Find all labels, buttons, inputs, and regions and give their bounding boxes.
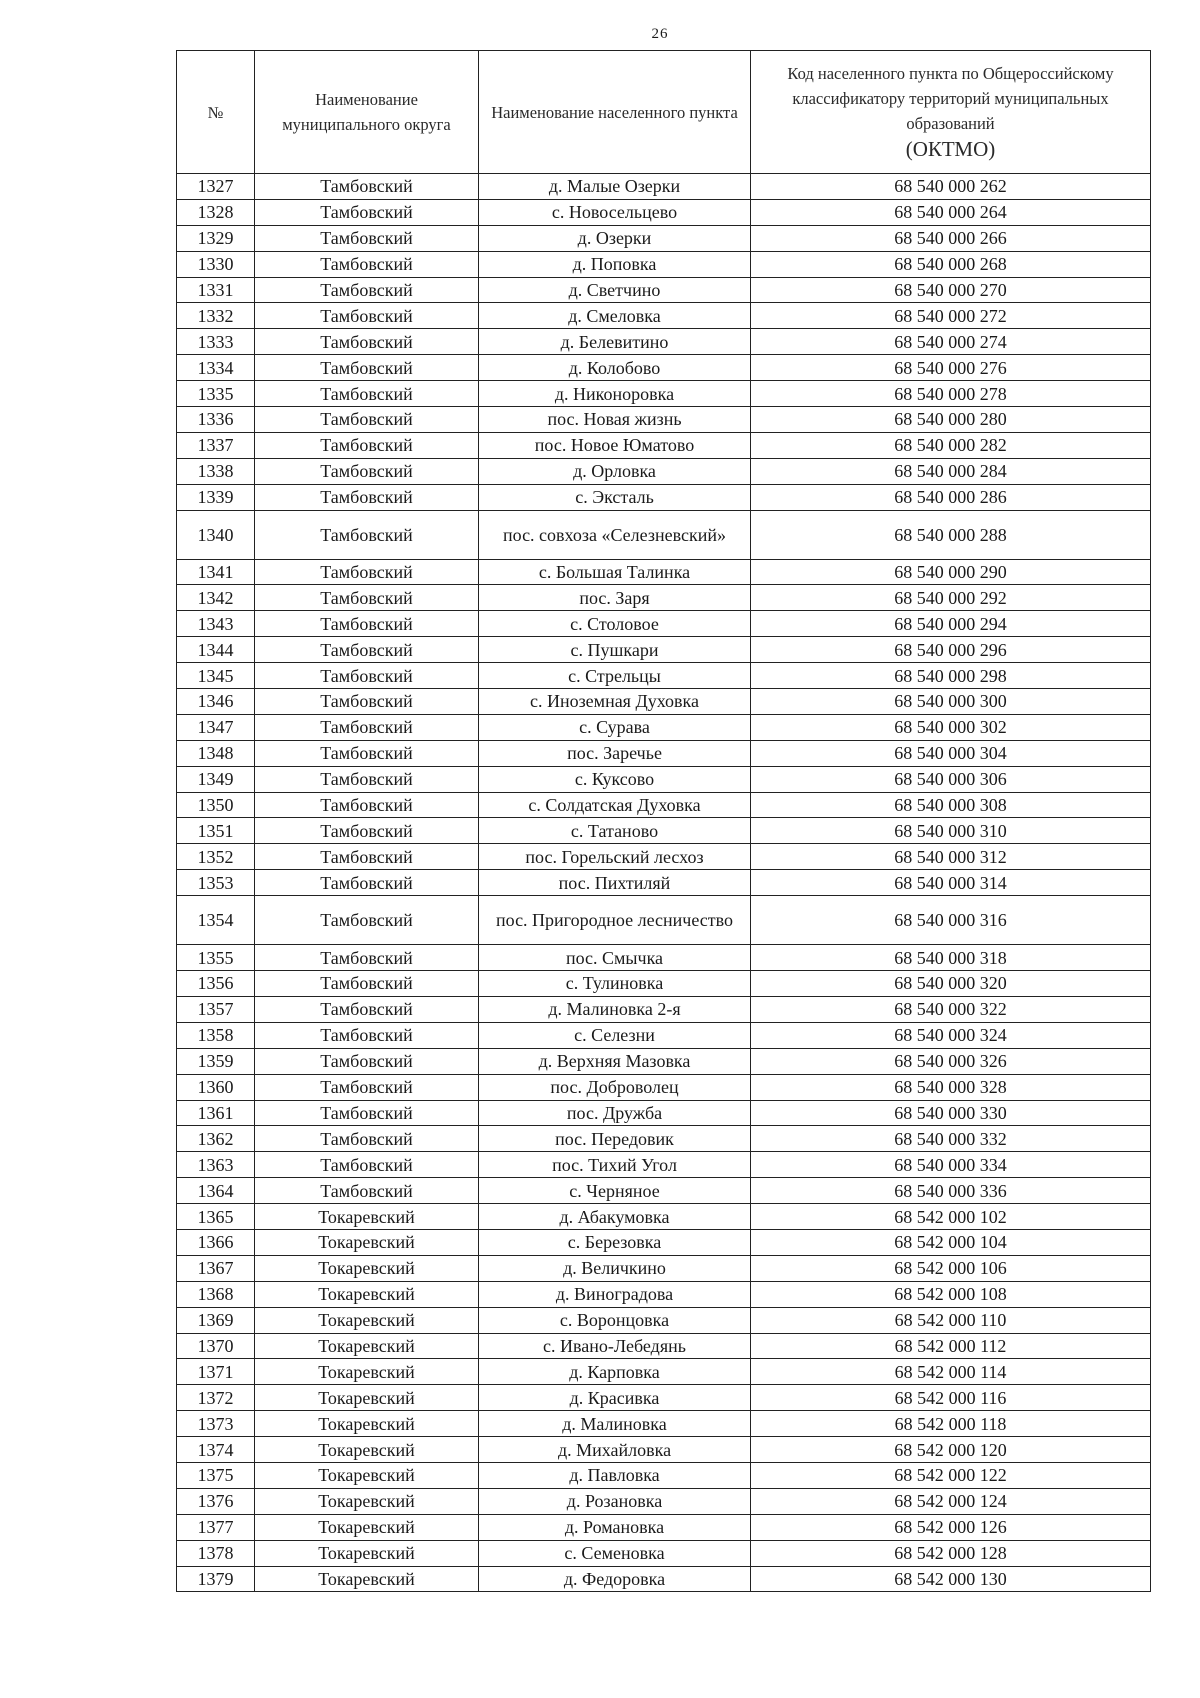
table-row [177, 303, 1151, 329]
page-number: 26 [651, 26, 669, 42]
row-number: 1351 [177, 818, 255, 844]
row-settlement: д. Михайловка [479, 1437, 751, 1463]
table-row [177, 381, 1151, 407]
table-row [177, 611, 1151, 637]
row-code: 68 540 000 294 [751, 611, 1151, 637]
row-district: Токаревский [255, 1229, 479, 1255]
row-code: 68 542 000 112 [751, 1333, 1151, 1359]
row-settlement: пос. Смычка [479, 945, 751, 971]
row-code: 68 540 000 326 [751, 1048, 1151, 1074]
row-code: 68 540 000 282 [751, 432, 1151, 458]
row-settlement: с. Воронцовка [479, 1307, 751, 1333]
row-number: 1342 [177, 585, 255, 611]
row-code: 68 540 000 318 [751, 945, 1151, 971]
table-row [177, 1204, 1151, 1230]
row-number: 1353 [177, 870, 255, 896]
table-row [177, 199, 1151, 225]
row-code: 68 540 000 306 [751, 766, 1151, 792]
row-district: Тамбовский [255, 1074, 479, 1100]
row-settlement: пос. Новое Юматово [479, 432, 751, 458]
row-number: 1371 [177, 1359, 255, 1385]
oktmo-table [176, 50, 1151, 1592]
row-code: 68 540 000 332 [751, 1126, 1151, 1152]
row-settlement: с. Пушкари [479, 637, 751, 663]
row-number: 1369 [177, 1307, 255, 1333]
table-row [177, 971, 1151, 997]
row-settlement: с. Солдатская Духовка [479, 792, 751, 818]
row-number: 1346 [177, 689, 255, 715]
header-settlement: Наименование населенного пункта [479, 51, 751, 174]
table-row [177, 1333, 1151, 1359]
row-code: 68 540 000 300 [751, 689, 1151, 715]
row-settlement: с. Куксово [479, 766, 751, 792]
row-settlement: д. Федоровка [479, 1566, 751, 1592]
row-settlement: д. Смеловка [479, 303, 751, 329]
row-district: Тамбовский [255, 896, 479, 945]
row-district: Токаревский [255, 1488, 479, 1514]
row-district: Тамбовский [255, 1126, 479, 1152]
row-number: 1362 [177, 1126, 255, 1152]
table-row [177, 1178, 1151, 1204]
row-number: 1332 [177, 303, 255, 329]
row-code: 68 542 000 124 [751, 1488, 1151, 1514]
row-number: 1334 [177, 355, 255, 381]
table-row [177, 1229, 1151, 1255]
row-code: 68 540 000 302 [751, 714, 1151, 740]
row-district: Токаревский [255, 1540, 479, 1566]
table-header-row [177, 51, 1151, 174]
row-number: 1347 [177, 714, 255, 740]
row-code: 68 540 000 310 [751, 818, 1151, 844]
row-settlement: д. Озерки [479, 225, 751, 251]
row-settlement: д. Никоноровка [479, 381, 751, 407]
table-row [177, 585, 1151, 611]
row-code: 68 542 000 104 [751, 1229, 1151, 1255]
row-number: 1341 [177, 559, 255, 585]
row-district: Тамбовский [255, 611, 479, 637]
row-district: Тамбовский [255, 844, 479, 870]
row-settlement: д. Величкино [479, 1255, 751, 1281]
table-row [177, 1437, 1151, 1463]
table-row [177, 329, 1151, 355]
row-settlement: д. Светчино [479, 277, 751, 303]
row-code: 68 540 000 334 [751, 1152, 1151, 1178]
row-number: 1365 [177, 1204, 255, 1230]
row-settlement: с. Сурава [479, 714, 751, 740]
row-number: 1366 [177, 1229, 255, 1255]
table-row [177, 1411, 1151, 1437]
row-district: Токаревский [255, 1437, 479, 1463]
table-row [177, 996, 1151, 1022]
row-district: Тамбовский [255, 199, 479, 225]
row-number: 1375 [177, 1462, 255, 1488]
row-code: 68 542 000 116 [751, 1385, 1151, 1411]
table-row [177, 1074, 1151, 1100]
row-district: Тамбовский [255, 1178, 479, 1204]
table-row [177, 225, 1151, 251]
row-settlement: с. Тулиновка [479, 971, 751, 997]
table-row [177, 407, 1151, 433]
table-row [177, 1385, 1151, 1411]
row-settlement: д. Колобово [479, 355, 751, 381]
row-code: 68 540 000 290 [751, 559, 1151, 585]
row-code: 68 542 000 102 [751, 1204, 1151, 1230]
row-district: Тамбовский [255, 355, 479, 381]
row-code: 68 540 000 314 [751, 870, 1151, 896]
row-district: Тамбовский [255, 329, 479, 355]
row-code: 68 540 000 278 [751, 381, 1151, 407]
row-number: 1343 [177, 611, 255, 637]
row-district: Тамбовский [255, 484, 479, 510]
row-district: Тамбовский [255, 637, 479, 663]
row-district: Тамбовский [255, 663, 479, 689]
row-district: Тамбовский [255, 740, 479, 766]
table-row [177, 1255, 1151, 1281]
row-code: 68 542 000 120 [751, 1437, 1151, 1463]
row-code: 68 540 000 268 [751, 251, 1151, 277]
table-row [177, 510, 1151, 559]
row-number: 1328 [177, 199, 255, 225]
row-code: 68 540 000 336 [751, 1178, 1151, 1204]
row-district: Тамбовский [255, 225, 479, 251]
table-row [177, 1566, 1151, 1592]
row-number: 1360 [177, 1074, 255, 1100]
row-code: 68 540 000 284 [751, 458, 1151, 484]
row-district: Тамбовский [255, 277, 479, 303]
row-number: 1333 [177, 329, 255, 355]
row-district: Тамбовский [255, 381, 479, 407]
row-code: 68 540 000 322 [751, 996, 1151, 1022]
row-settlement: пос. Пихтиляй [479, 870, 751, 896]
row-settlement: с. Черняное [479, 1178, 751, 1204]
table-row [177, 1281, 1151, 1307]
row-code: 68 540 000 270 [751, 277, 1151, 303]
row-settlement: с. Новосельцево [479, 199, 751, 225]
row-settlement: с. Татаново [479, 818, 751, 844]
row-district: Тамбовский [255, 458, 479, 484]
row-district: Тамбовский [255, 510, 479, 559]
row-district: Тамбовский [255, 870, 479, 896]
row-number: 1370 [177, 1333, 255, 1359]
row-code: 68 540 000 274 [751, 329, 1151, 355]
row-settlement: пос. Тихий Угол [479, 1152, 751, 1178]
table-row [177, 484, 1151, 510]
row-settlement: д. Поповка [479, 251, 751, 277]
row-code: 68 540 000 304 [751, 740, 1151, 766]
row-settlement: д. Орловка [479, 458, 751, 484]
row-settlement: д. Малиновка [479, 1411, 751, 1437]
row-number: 1339 [177, 484, 255, 510]
row-district: Токаревский [255, 1411, 479, 1437]
row-code: 68 542 000 128 [751, 1540, 1151, 1566]
row-code: 68 540 000 320 [751, 971, 1151, 997]
row-settlement: пос. Доброволец [479, 1074, 751, 1100]
row-code: 68 540 000 312 [751, 844, 1151, 870]
row-district: Токаревский [255, 1333, 479, 1359]
row-number: 1354 [177, 896, 255, 945]
row-district: Тамбовский [255, 1152, 479, 1178]
row-district: Тамбовский [255, 714, 479, 740]
row-code: 68 540 000 298 [751, 663, 1151, 689]
table-row [177, 663, 1151, 689]
row-number: 1376 [177, 1488, 255, 1514]
row-number: 1338 [177, 458, 255, 484]
row-settlement: д. Виноградова [479, 1281, 751, 1307]
row-number: 1357 [177, 996, 255, 1022]
row-number: 1356 [177, 971, 255, 997]
row-number: 1348 [177, 740, 255, 766]
row-number: 1361 [177, 1100, 255, 1126]
row-number: 1364 [177, 1178, 255, 1204]
table-row [177, 870, 1151, 896]
row-district: Тамбовский [255, 766, 479, 792]
row-settlement: пос. Заречье [479, 740, 751, 766]
row-number: 1358 [177, 1022, 255, 1048]
row-number: 1327 [177, 174, 255, 200]
table-row [177, 945, 1151, 971]
row-district: Тамбовский [255, 971, 479, 997]
table-row [177, 637, 1151, 663]
table-row [177, 1100, 1151, 1126]
table-row [177, 355, 1151, 381]
row-settlement: д. Карповка [479, 1359, 751, 1385]
header-code-abbr: (ОКТМО) [905, 137, 996, 161]
row-settlement: д. Романовка [479, 1514, 751, 1540]
row-settlement: с. Большая Талинка [479, 559, 751, 585]
row-settlement: д. Белевитино [479, 329, 751, 355]
row-code: 68 540 000 316 [751, 896, 1151, 945]
row-district: Тамбовский [255, 1022, 479, 1048]
row-settlement: пос. Горельский лесхоз [479, 844, 751, 870]
row-number: 1331 [177, 277, 255, 303]
row-district: Тамбовский [255, 251, 479, 277]
row-district: Тамбовский [255, 559, 479, 585]
row-settlement: с. Березовка [479, 1229, 751, 1255]
table-row [177, 1359, 1151, 1385]
row-district: Тамбовский [255, 174, 479, 200]
row-district: Токаревский [255, 1514, 479, 1540]
row-settlement: пос. Новая жизнь [479, 407, 751, 433]
row-settlement: д. Верхняя Мазовка [479, 1048, 751, 1074]
row-district: Токаревский [255, 1359, 479, 1385]
row-district: Токаревский [255, 1281, 479, 1307]
row-district: Тамбовский [255, 818, 479, 844]
table-row [177, 740, 1151, 766]
row-district: Тамбовский [255, 1048, 479, 1074]
header-district: Наименование муниципального округа [255, 51, 479, 174]
row-code: 68 542 000 118 [751, 1411, 1151, 1437]
row-number: 1367 [177, 1255, 255, 1281]
row-settlement: д. Красивка [479, 1385, 751, 1411]
table-row [177, 251, 1151, 277]
row-code: 68 540 000 266 [751, 225, 1151, 251]
row-district: Тамбовский [255, 585, 479, 611]
row-code: 68 540 000 262 [751, 174, 1151, 200]
table-body [177, 174, 1151, 1592]
row-code: 68 540 000 272 [751, 303, 1151, 329]
table-row [177, 458, 1151, 484]
table-row [177, 896, 1151, 945]
row-number: 1378 [177, 1540, 255, 1566]
table-row [177, 1126, 1151, 1152]
row-district: Токаревский [255, 1462, 479, 1488]
row-district: Токаревский [255, 1204, 479, 1230]
table-row [177, 432, 1151, 458]
row-number: 1337 [177, 432, 255, 458]
row-district: Тамбовский [255, 407, 479, 433]
row-settlement: с. Селезни [479, 1022, 751, 1048]
header-code [751, 51, 1151, 174]
header-code-text: Код населенного пункта по Общероссийскому классификатору территорий муниципальных образований [787, 64, 1114, 133]
table-row [177, 277, 1151, 303]
row-settlement: д. Абакумовка [479, 1204, 751, 1230]
row-number: 1352 [177, 844, 255, 870]
row-code: 68 540 000 292 [751, 585, 1151, 611]
row-settlement: д. Розановка [479, 1488, 751, 1514]
row-code: 68 540 000 286 [751, 484, 1151, 510]
row-number: 1344 [177, 637, 255, 663]
table-row [177, 766, 1151, 792]
row-district: Тамбовский [255, 689, 479, 715]
row-number: 1340 [177, 510, 255, 559]
table-row [177, 792, 1151, 818]
table-row [177, 689, 1151, 715]
table-row [177, 818, 1151, 844]
row-settlement: с. Семеновка [479, 1540, 751, 1566]
row-number: 1349 [177, 766, 255, 792]
row-settlement: пос. Пригородное лесничество [479, 896, 751, 945]
table-row [177, 1514, 1151, 1540]
row-number: 1355 [177, 945, 255, 971]
row-settlement: с. Столовое [479, 611, 751, 637]
row-number: 1329 [177, 225, 255, 251]
row-settlement: пос. совхоза «Селезневский» [479, 510, 751, 559]
row-district: Токаревский [255, 1255, 479, 1281]
row-settlement: д. Малиновка 2-я [479, 996, 751, 1022]
row-number: 1330 [177, 251, 255, 277]
row-code: 68 540 000 324 [751, 1022, 1151, 1048]
row-number: 1373 [177, 1411, 255, 1437]
row-number: 1345 [177, 663, 255, 689]
row-district: Тамбовский [255, 792, 479, 818]
row-code: 68 542 000 130 [751, 1566, 1151, 1592]
row-code: 68 540 000 328 [751, 1074, 1151, 1100]
row-district: Тамбовский [255, 1100, 479, 1126]
row-code: 68 542 000 122 [751, 1462, 1151, 1488]
row-code: 68 540 000 296 [751, 637, 1151, 663]
table-row [177, 1488, 1151, 1514]
table-row [177, 844, 1151, 870]
row-settlement: д. Малые Озерки [479, 174, 751, 200]
row-code: 68 540 000 280 [751, 407, 1151, 433]
row-district: Тамбовский [255, 432, 479, 458]
row-district: Тамбовский [255, 303, 479, 329]
row-code: 68 540 000 308 [751, 792, 1151, 818]
row-settlement: с. Иноземная Духовка [479, 689, 751, 715]
row-code: 68 540 000 330 [751, 1100, 1151, 1126]
row-district: Токаревский [255, 1307, 479, 1333]
row-code: 68 542 000 126 [751, 1514, 1151, 1540]
row-settlement: пос. Передовик [479, 1126, 751, 1152]
row-number: 1335 [177, 381, 255, 407]
row-district: Тамбовский [255, 996, 479, 1022]
row-code: 68 542 000 114 [751, 1359, 1151, 1385]
table-row [177, 559, 1151, 585]
table-row [177, 1307, 1151, 1333]
row-settlement: с. Стрельцы [479, 663, 751, 689]
row-district: Токаревский [255, 1566, 479, 1592]
row-number: 1379 [177, 1566, 255, 1592]
table-row [177, 1540, 1151, 1566]
row-number: 1368 [177, 1281, 255, 1307]
row-code: 68 542 000 108 [751, 1281, 1151, 1307]
table-row [177, 714, 1151, 740]
row-code: 68 542 000 110 [751, 1307, 1151, 1333]
table-row [177, 1022, 1151, 1048]
table-row [177, 174, 1151, 200]
row-number: 1374 [177, 1437, 255, 1463]
table-row [177, 1462, 1151, 1488]
row-number: 1336 [177, 407, 255, 433]
row-code: 68 540 000 276 [751, 355, 1151, 381]
header-num: № [177, 51, 255, 174]
row-code: 68 540 000 264 [751, 199, 1151, 225]
row-code: 68 540 000 288 [751, 510, 1151, 559]
table-row [177, 1048, 1151, 1074]
row-settlement: пос. Дружба [479, 1100, 751, 1126]
row-settlement: с. Эксталь [479, 484, 751, 510]
table-row [177, 1152, 1151, 1178]
row-code: 68 542 000 106 [751, 1255, 1151, 1281]
row-number: 1359 [177, 1048, 255, 1074]
row-settlement: с. Ивано-Лебедянь [479, 1333, 751, 1359]
row-district: Токаревский [255, 1385, 479, 1411]
row-settlement: д. Павловка [479, 1462, 751, 1488]
row-number: 1363 [177, 1152, 255, 1178]
row-settlement: пос. Заря [479, 585, 751, 611]
row-number: 1372 [177, 1385, 255, 1411]
row-district: Тамбовский [255, 945, 479, 971]
row-number: 1350 [177, 792, 255, 818]
row-number: 1377 [177, 1514, 255, 1540]
